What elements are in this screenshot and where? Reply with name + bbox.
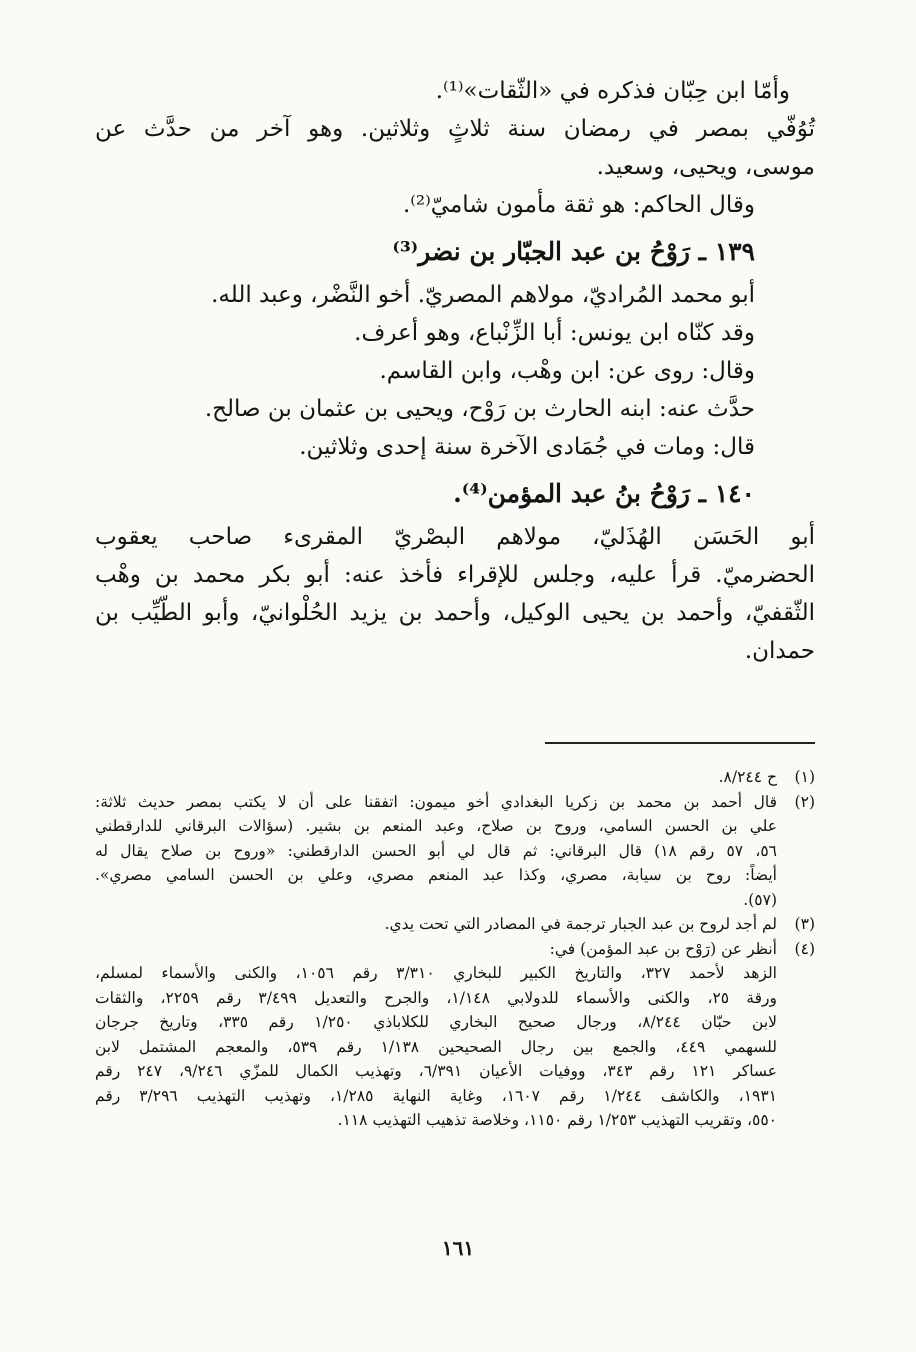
footnote-number: (٣): [794, 915, 815, 933]
entry-heading-139: ١٣٩ ـ رَوْحُ بن عبد الجبّار بن نضر⁽³⁾: [392, 237, 755, 266]
footnote-1: [95, 765, 815, 790]
footnote-text: (٥٧).: [743, 890, 777, 909]
footnote-separator: [545, 742, 815, 744]
footnote-number: (٢): [794, 792, 815, 811]
text-line: أبو الحَسَن الهُذَليّ، مولاهم البصْريّ المقرىء صاحب يعقوب: [95, 524, 815, 550]
footnote-text: عساكر ١٢١ رقم ٣٤٣، ووفيات الأعيان ٦/٣٩١، وتهذيب الكمال للمزّي ٩/٢٤٦، ٢٤٧ رقم: [95, 1062, 777, 1080]
text-line: الحضرميّ. قرأ عليه، وجلس للإقراء فأخذ عنه: أبو بكر محمد بن وهْب: [95, 562, 815, 588]
text-line: وقال: روى عن: ابن وهْب، وابن القاسم.: [379, 358, 755, 384]
main-text: [95, 72, 815, 670]
text-line: موسى، ويحيى، وسعيد.: [596, 154, 815, 180]
footnotes: [95, 765, 815, 1133]
text-line: أبو محمد المُراديّ، مولاهم المصريّ. أخو النَّضْر، وعبد الله.: [211, 282, 755, 308]
footnote-number: (١): [794, 768, 815, 786]
footnote-text: أنظر عن (رَوْح بن عبد المؤمن) في:: [549, 939, 777, 958]
footnote-4: [95, 937, 815, 962]
footnote-text: أيضاً: روح بن سيابة، مصري، وكذا عبد المنعم مصري، وعلي بن الحسن السامي مصري».: [95, 866, 777, 884]
footnote-2: [95, 790, 815, 815]
footnote-text: ١٩٣١، والكاشف ١/٢٤٤ رقم ١٦٠٧، وغاية النهاية ١/٢٨٥، وتهذيب التهذيب ٣/٢٩٦ رقم: [95, 1086, 777, 1105]
footnote-text: ح ٨/٢٤٤.: [718, 768, 777, 786]
entry-heading-140: ١٤٠ ـ رَوْحُ بنُ عبد المؤمن⁽⁴⁾.: [453, 479, 755, 508]
text-line: حمدان.: [744, 638, 815, 664]
footnote-text: قال أحمد بن محمد بن زكريا البغدادي أخو ميمون: اتفقنا على أن لا يكتب بمصر حديث ثلاثة:: [95, 792, 777, 811]
footnote-text: الزهد لأحمد ٣٢٧، والتاريخ الكبير للبخاري ٣/٣١٠ رقم ١٠٥٦، والكنى والأسماء لمسلم،: [95, 964, 777, 982]
footnote-text: ٥٦، ٥٧ رقم ١٨) قال البرقاني: ثم قال لي أبو الحسن الدارقطني: «وروح بن صلاح يقال له: [95, 841, 777, 860]
text-line: قال: ومات في جُمَادى الآخرة سنة إحدى وثلاثين.: [299, 434, 755, 460]
text-line: حدَّث عنه: ابنه الحارث بن رَوْح، ويحيى بن عثمان بن صالح.: [204, 396, 755, 422]
text-line: الثّقفيّ، وأحمد بن يحيى الوكيل، وأحمد بن يزيد الحُلْوانيّ، وأبو الطّيِّب بن: [95, 600, 815, 626]
footnote-text: لم أجد لروح بن عبد الجبار ترجمة في المصادر التي تحت يدي.: [384, 915, 777, 933]
footnote-text: للسهمي ٤٤٩، والجمع بين رجال الصحيحين ١/١٣٨ رقم ٥٣٩، والمعجم المشتمل لابن: [95, 1037, 777, 1056]
text-line: وقال الحاكم: هو ثقة مأمون شاميّ⁽²⁾.: [402, 192, 755, 218]
footnote-number: (٤): [794, 939, 815, 958]
footnote-text: ٥٥٠، وتقريب التهذيب ١/٢٥٣ رقم ١١٥٠، وخلاصة تذهيب التهذيب ١١٨.: [337, 1111, 777, 1129]
footnote-text: لابن حبّان ٨/٢٤٤، ورجال صحيح البخاري للكلاباذي ١/٢٥٠ رقم ٣٣٥، وتاريخ جرجان: [95, 1013, 777, 1031]
text-line: وأمّا ابن حِبّان فذكره في «الثّقات»⁽¹⁾.: [435, 78, 790, 104]
footnote-3: [95, 912, 815, 937]
footnote-text: ورقة ٢٥، والكنى والأسماء للدولابي ١/١٤٨، والجرح والتعديل ٣/٤٩٩ رقم ٢٢٥٩، والثقات: [95, 988, 777, 1007]
text-line: وقد كنّاه ابن يونس: أبا الزِّنْباع، وهو أعرف.: [354, 320, 755, 346]
page-number: ١٦١: [441, 1236, 475, 1260]
text-line: تُوُفّي بمصر في رمضان سنة ثلاثٍ وثلاثين. وهو آخر من حدَّث عن: [95, 116, 815, 142]
footnote-text: علي بن الحسن السامي، وروح بن صلاح، وعبد المنعم بن بشير. (سؤالات البرقاني للدارقطني: [95, 817, 777, 835]
